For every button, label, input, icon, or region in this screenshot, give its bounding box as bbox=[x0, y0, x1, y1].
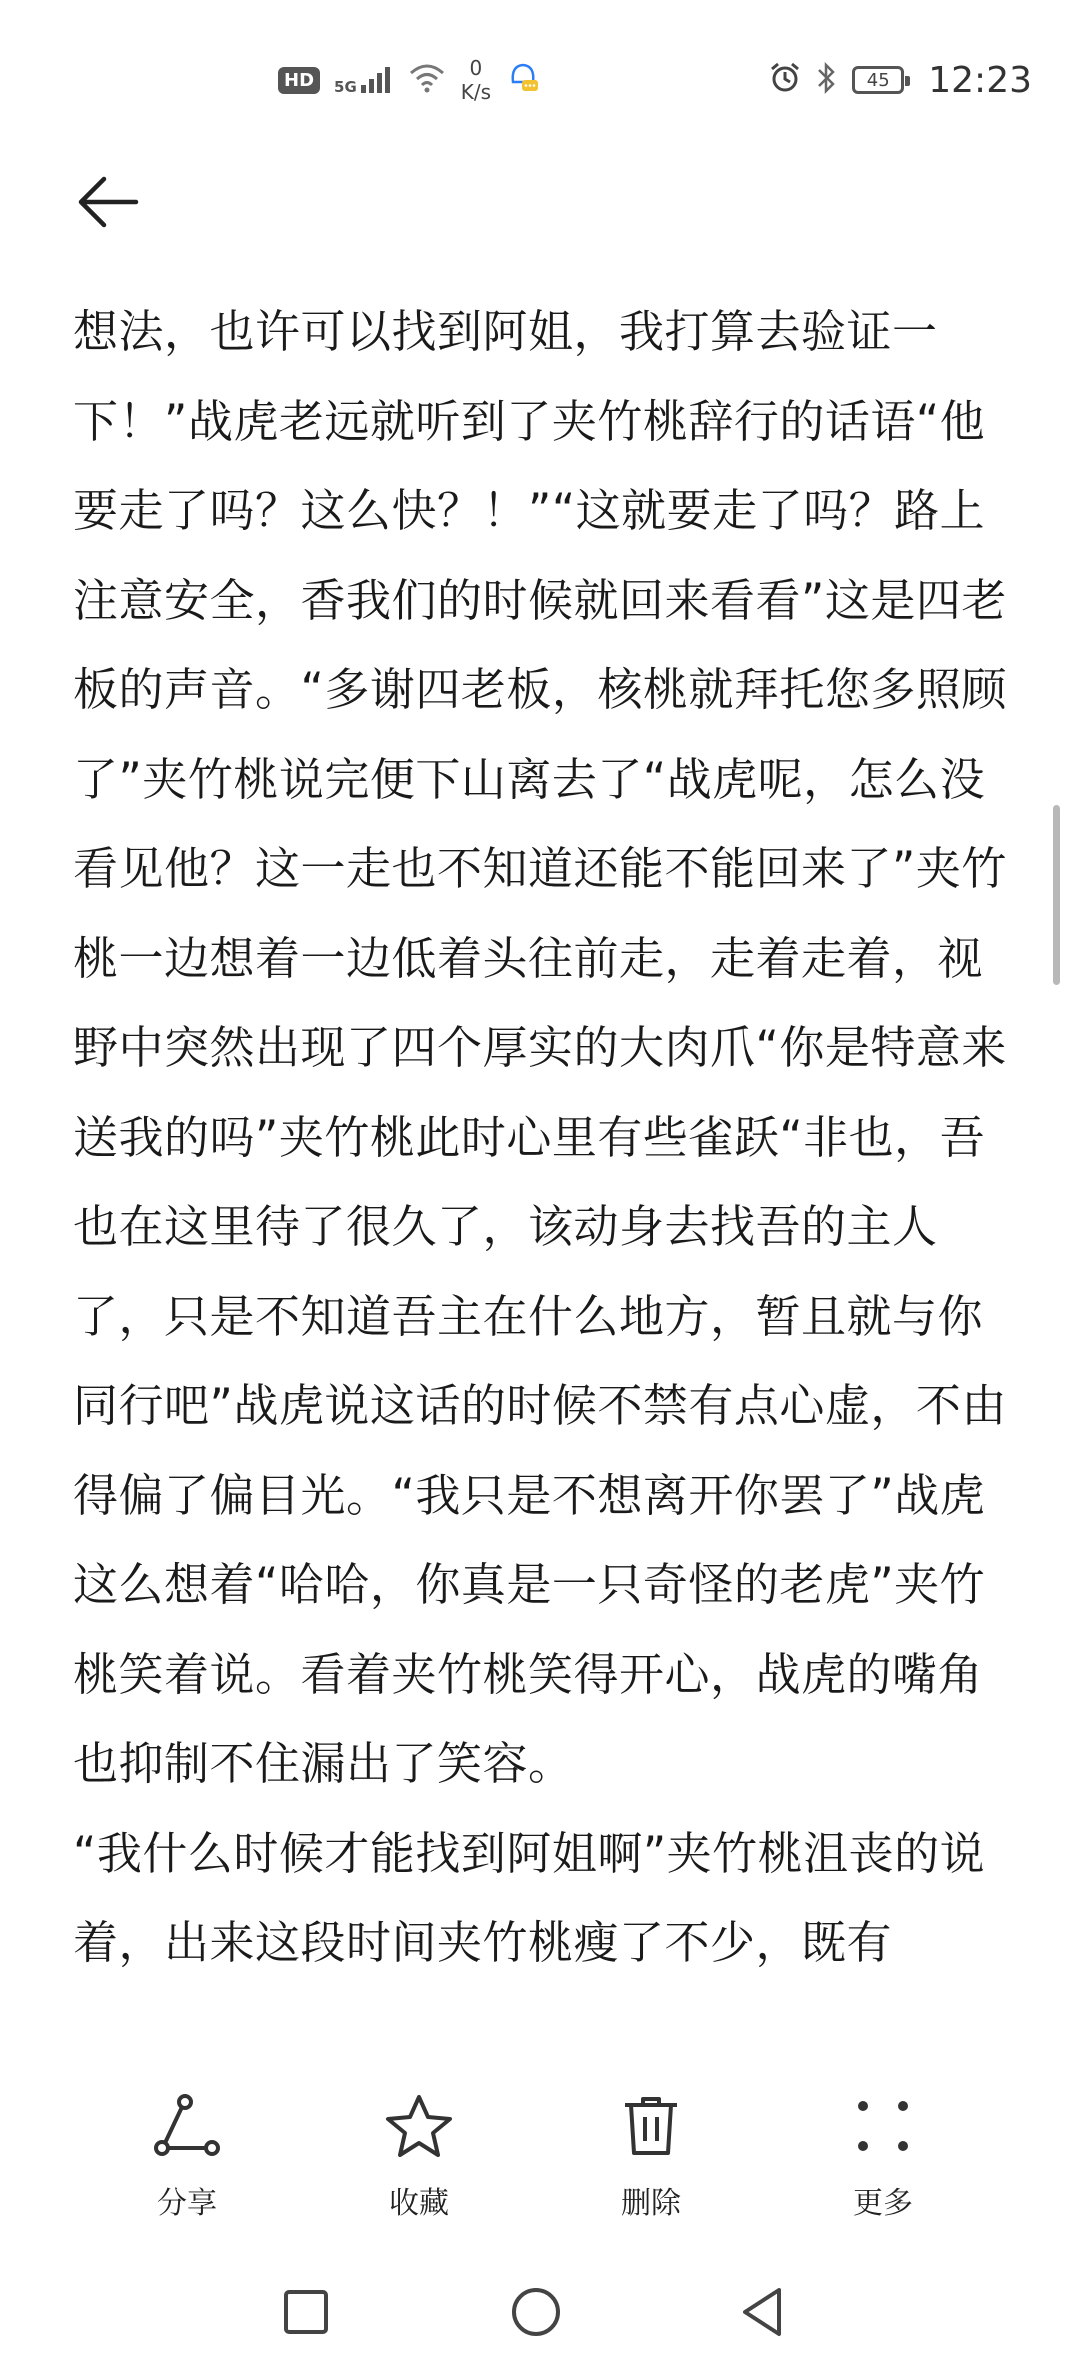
bluetooth-icon bbox=[816, 61, 838, 99]
more-label: 更多 bbox=[853, 2186, 913, 2221]
back-arrow-icon bbox=[76, 174, 140, 230]
status-left bbox=[278, 50, 541, 110]
favorite-label: 收藏 bbox=[389, 2186, 449, 2221]
triangle-back-icon bbox=[737, 2285, 787, 2339]
status-time: 12:23 bbox=[928, 59, 1032, 101]
signal-icon bbox=[334, 65, 393, 95]
status-bar bbox=[0, 0, 1080, 150]
nav-back-button[interactable] bbox=[722, 2272, 802, 2352]
alarm-icon bbox=[768, 61, 802, 99]
trash-icon bbox=[615, 2090, 687, 2162]
recent-apps-button[interactable] bbox=[266, 2272, 346, 2352]
speed-value: 0 bbox=[469, 56, 483, 80]
network-speed bbox=[461, 56, 491, 104]
favorite-button[interactable] bbox=[349, 2090, 489, 2222]
delete-button[interactable] bbox=[581, 2090, 721, 2222]
bottom-toolbar bbox=[0, 2080, 1080, 2250]
share-label: 分享 bbox=[157, 2186, 217, 2221]
delete-label: 删除 bbox=[621, 2186, 681, 2221]
more-dots-icon bbox=[847, 2090, 919, 2162]
home-button[interactable] bbox=[496, 2272, 576, 2352]
status-right bbox=[768, 50, 1032, 110]
back-button[interactable] bbox=[68, 162, 148, 242]
system-nav-bar bbox=[0, 2250, 1080, 2376]
star-icon bbox=[383, 2090, 455, 2162]
more-button[interactable] bbox=[813, 2090, 953, 2222]
wifi-icon bbox=[407, 63, 447, 97]
scrollbar-thumb[interactable] bbox=[1053, 805, 1060, 985]
network-type: 5G bbox=[334, 78, 357, 96]
share-button[interactable] bbox=[117, 2090, 257, 2222]
circle-icon bbox=[508, 2284, 564, 2340]
square-icon bbox=[282, 2288, 330, 2336]
battery-icon: 45 bbox=[852, 66, 904, 94]
paragraph-2: “我什么时候才能找到阿姐啊”夹竹桃沮丧的说着，出来这段时间夹竹桃瘦了不少，既有 bbox=[73, 1826, 986, 1969]
hd-badge: HD bbox=[278, 67, 320, 94]
speed-unit: K/s bbox=[460, 80, 492, 104]
app-notification-icon bbox=[505, 60, 541, 100]
share-icon bbox=[151, 2090, 223, 2162]
note-content[interactable] bbox=[73, 287, 1013, 1988]
paragraph-1: 想法，也许可以找到阿姐，我打算去验证一下！”战虎老远就听到了夹竹桃辞行的话语“他要走了吗？这么快？！”“这就要走了吗？路上注意安全，香我们的时候就回来看看”这是四老板的声音。“多谢四老板，核桃就拜托您多照顾了”夹竹桃说完便下山离去了“战虎呢，怎么没看见他？这一走也不知道还能不能回来了”夹竹桃一边想着一边低着头往前走，走着走着，视野中突然出现了四个厚实的大肉爪“你是特意来送我的吗”夹竹桃此时心里有些雀跃“非也，吾也在这里待了很久了，该动身去找吾的主人了，只是不知道吾主在什么地方，暂且就与你同行吧”战虎说这话的时候不禁有点心虚，不由得偏了偏目光。“我只是不想离开你罢了”战虎这么想着“哈哈，你真是一只奇怪的老虎”夹竹桃笑着说。看着夹竹桃笑得开心，战虎的嘴角也抑制不住漏出了笑容。 bbox=[73, 305, 1007, 1790]
